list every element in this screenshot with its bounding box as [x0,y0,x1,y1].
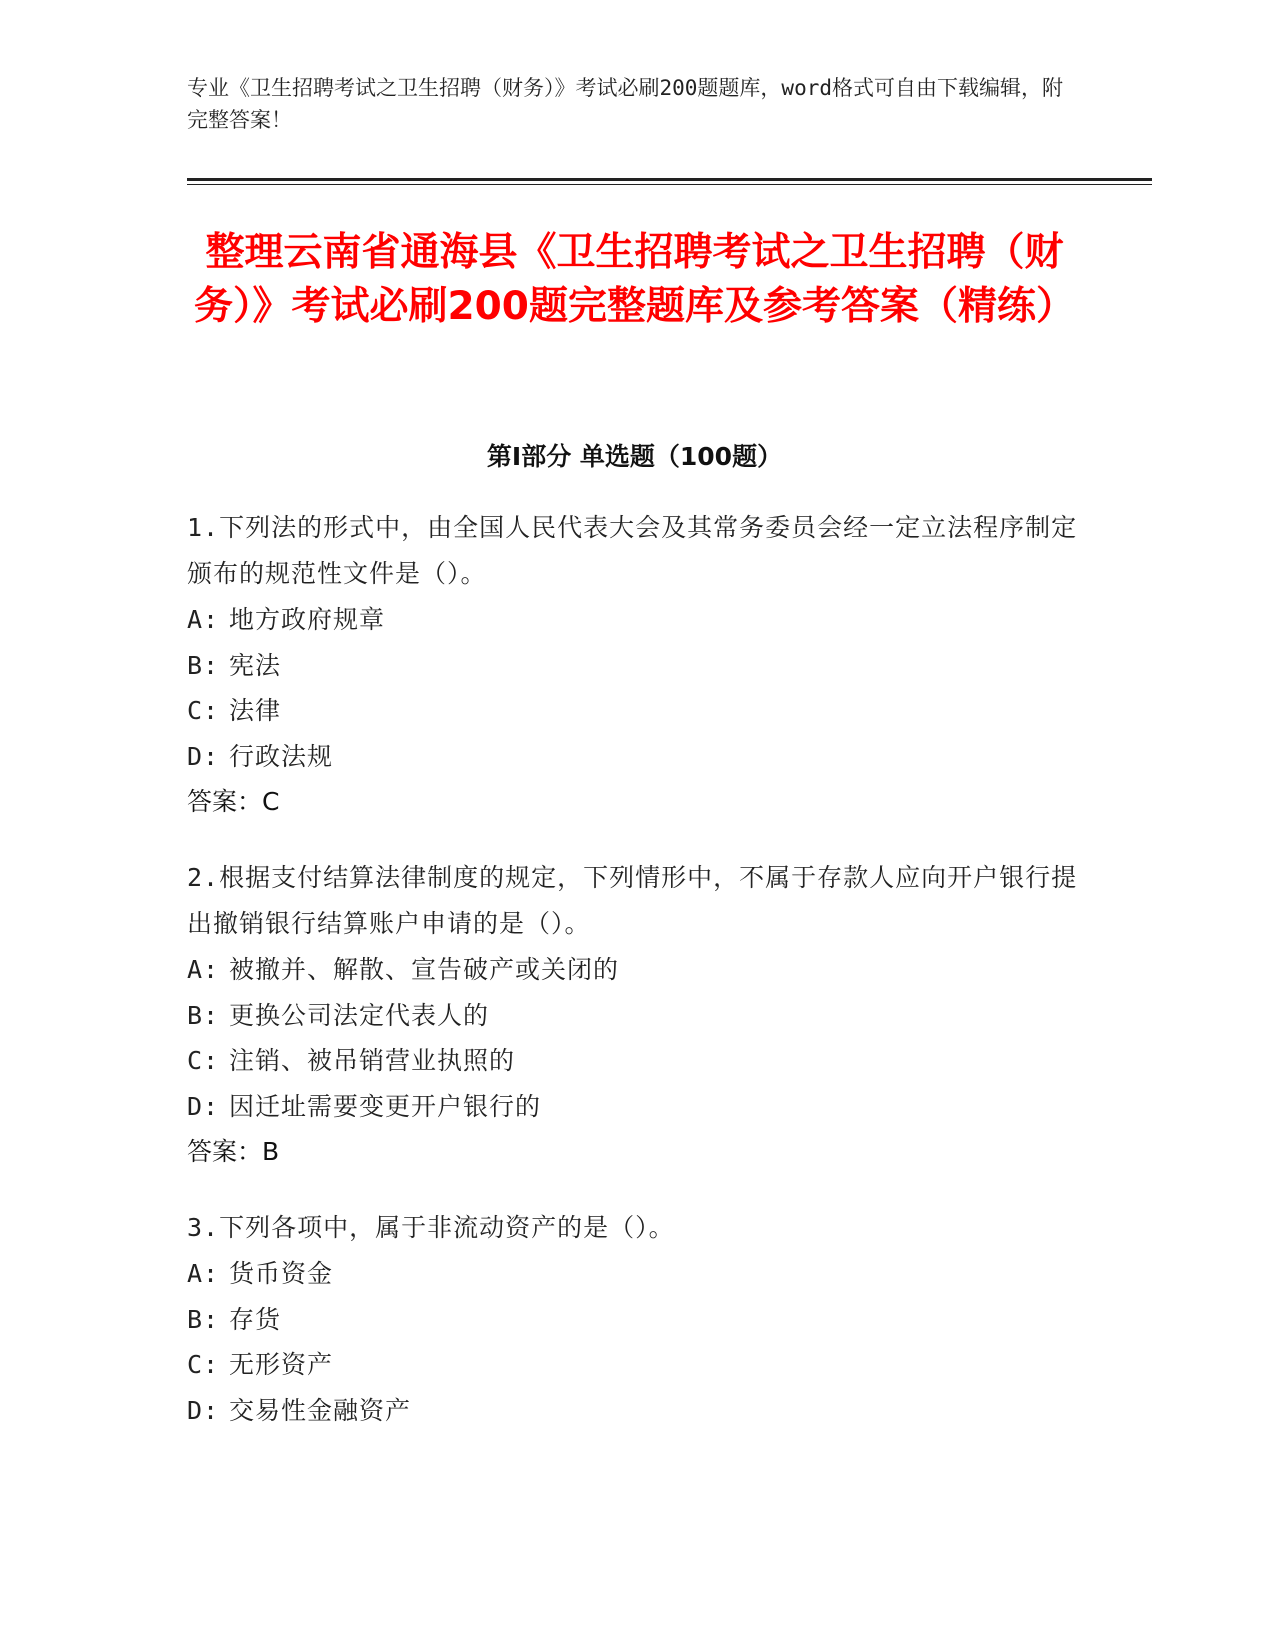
option-text: 更换公司法定代表人的 [229,1000,490,1030]
option-c [187,1038,1082,1084]
question-1 [187,505,1082,825]
option-c [187,688,1082,734]
option-d [187,734,1082,780]
option-key: D: [187,741,220,771]
option-text: 注销、被吊销营业执照的 [229,1046,516,1075]
option-text: 交易性金融资产 [229,1395,412,1425]
option-key: C: [187,1046,220,1075]
document-title: 整理云南省通海县《卫生招聘考试之卫生招聘（财务）》考试必刷200题完整题库及参考答案（精练） [194,230,1075,329]
option-b [187,1297,1082,1343]
option-key: C: [187,696,220,725]
header-divider-thick [187,178,1152,181]
option-text: 法律 [229,696,282,725]
answer: 答案：C [187,787,280,816]
option-key: A: [187,1259,220,1288]
option-text: 行政法规 [229,741,334,771]
option-c [187,1342,1082,1388]
header-divider-thin [187,184,1152,185]
option-d [187,1388,1082,1434]
option-a [187,597,1082,643]
option-text: 货币资金 [229,1259,334,1288]
option-key: B: [187,650,220,680]
option-key: B: [187,1304,220,1334]
answer: 答案：B [187,1137,280,1166]
option-key: A: [187,605,220,634]
question-stem: 2.根据支付结算法律制度的规定，下列情形中，不属于存款人应向开户银行提出撤销银行结算账户申请的是（）。 [187,863,1078,938]
option-text: 因迁址需要变更开户银行的 [229,1091,542,1121]
question-2 [187,855,1082,1175]
option-key: D: [187,1091,220,1121]
option-text: 无形资产 [229,1350,334,1379]
option-key: B: [187,1000,220,1030]
option-a [187,947,1082,993]
option-text: 地方政府规章 [229,605,386,634]
question-3 [187,1205,1082,1433]
option-text: 存货 [229,1304,282,1334]
option-key: A: [187,955,220,984]
option-key: D: [187,1395,220,1425]
option-text: 宪法 [229,650,282,680]
option-a [187,1251,1082,1297]
option-d [187,1084,1082,1130]
option-text: 被撤并、解散、宣告破产或关闭的 [229,955,620,984]
section-title: 第I部分 单选题（100题） [486,442,783,471]
header-note: 专业《卫生招聘考试之卫生招聘（财务）》考试必刷200题题库，word格式可自由下载编辑，附完整答案！ [187,76,1063,132]
question-stem: 3.下列各项中，属于非流动资产的是（）。 [187,1213,675,1242]
option-b [187,643,1082,689]
option-key: C: [187,1350,220,1379]
option-b [187,993,1082,1039]
question-stem: 1.下列法的形式中，由全国人民代表大会及其常务委员会经一定立法程序制定颁布的规范性文件是（）。 [187,513,1078,588]
